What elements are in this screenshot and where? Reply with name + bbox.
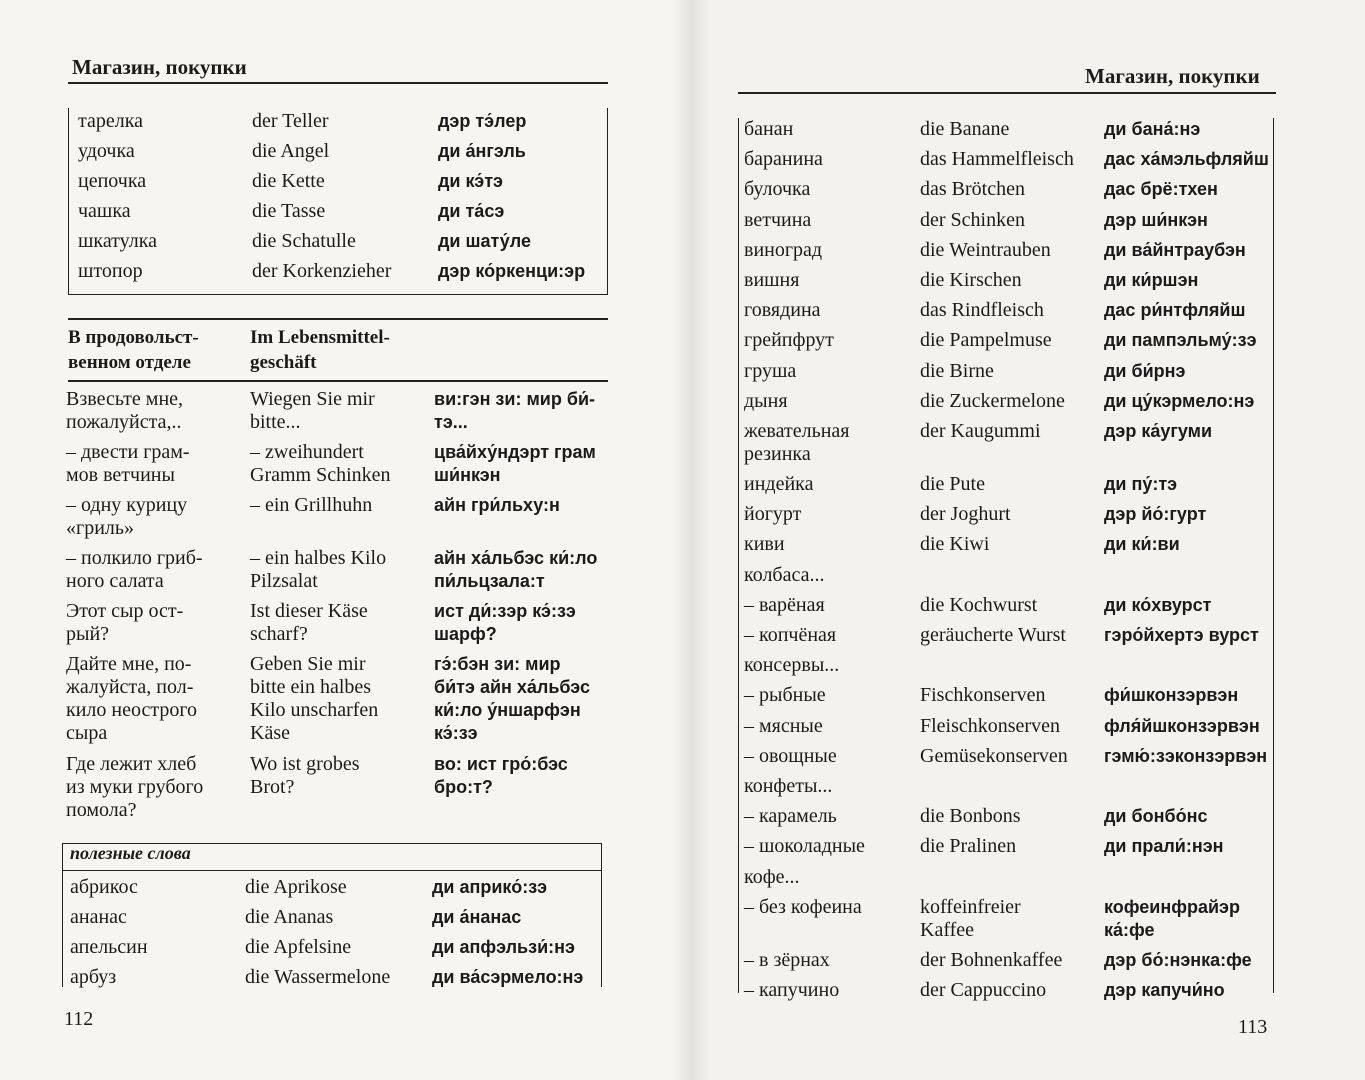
transcription bbox=[1104, 624, 1259, 647]
russian-word bbox=[744, 390, 788, 413]
transcription-line: дас ри́нтфляйш bbox=[1104, 300, 1246, 321]
phrase-transcription-line: айн гри́льху:н bbox=[434, 495, 560, 515]
transcription-line: ди би́рнэ bbox=[1104, 360, 1186, 381]
german-word bbox=[920, 360, 994, 383]
russian-word-line: киви bbox=[744, 533, 785, 556]
transcription-line: ди пу́:тэ bbox=[1104, 474, 1178, 494]
russian-word-line: груша bbox=[744, 359, 797, 382]
left-page-header: Магазин, покупки bbox=[72, 55, 247, 79]
russian-phrase-line: – полкило гриб- bbox=[66, 547, 203, 569]
german-phrase bbox=[250, 653, 378, 745]
phrase-transcription bbox=[434, 547, 597, 593]
phrase-transcription-line: бро:т? bbox=[434, 777, 493, 797]
section-title-de-line: geschäft bbox=[250, 352, 317, 373]
german-word-line: die Kiwi bbox=[920, 533, 990, 556]
german-word-line: die Zuckermelone bbox=[920, 389, 1065, 412]
russian-word bbox=[744, 269, 799, 292]
german-word: die Kette bbox=[252, 170, 325, 192]
right-page-header: Магазин, покупки bbox=[1085, 64, 1260, 88]
russian-word-line: – рыбные bbox=[744, 684, 826, 707]
phrase-transcription-line: во: ист гро́:бэс bbox=[434, 754, 568, 774]
russian-word: удочка bbox=[78, 140, 135, 162]
german-phrase bbox=[250, 441, 391, 487]
transcription-line: ди ва́йнтраубэн bbox=[1104, 239, 1246, 260]
russian-word-line: говядина bbox=[744, 299, 821, 322]
russian-word bbox=[744, 148, 823, 171]
russian-word bbox=[744, 835, 865, 858]
transcription bbox=[1104, 420, 1212, 443]
transcription bbox=[1104, 533, 1180, 556]
russian-word-line: ветчина bbox=[744, 208, 812, 231]
section-title-ru-line: венном отделе bbox=[68, 352, 191, 373]
russian-word bbox=[744, 866, 800, 889]
russian-word bbox=[744, 239, 822, 262]
phrase-transcription-line: кэ́:зэ bbox=[434, 723, 478, 743]
german-word-line: der Joghurt bbox=[920, 503, 1011, 526]
russian-word-line: – копчёная bbox=[744, 624, 837, 646]
german-word bbox=[920, 624, 1066, 647]
phrase-transcription-line: ви:гэн зи: мир би́- bbox=[434, 389, 595, 409]
german-word bbox=[920, 896, 1021, 942]
german-phrase-line: Ist dieser Käse bbox=[250, 600, 368, 622]
german-word-line: die Bonbons bbox=[920, 805, 1021, 828]
russian-word bbox=[744, 360, 796, 383]
russian-phrase-line: жалуйста, пол- bbox=[66, 676, 194, 698]
german-word bbox=[920, 835, 1016, 858]
russian-word: штопор bbox=[78, 260, 143, 282]
russian-phrase-line: мов ветчины bbox=[66, 464, 175, 486]
phrase-transcription bbox=[434, 600, 576, 646]
transcription: ди кэ́тэ bbox=[438, 171, 503, 191]
left-page-number: 112 bbox=[64, 1008, 94, 1030]
transcription bbox=[1104, 360, 1185, 383]
russian-word bbox=[744, 178, 810, 201]
russian-phrase-line: сыра bbox=[66, 722, 108, 744]
russian-word-line: – варёная bbox=[744, 593, 825, 616]
transcription bbox=[1104, 390, 1254, 413]
russian-phrase bbox=[66, 441, 190, 487]
russian-phrase-line: Этот сыр ост- bbox=[66, 600, 184, 622]
german-word: die Aprikose bbox=[245, 876, 347, 898]
russian-phrase-line: Дайте мне, по- bbox=[66, 653, 192, 675]
russian-word-line: конфеты... bbox=[744, 775, 833, 797]
transcription bbox=[1104, 473, 1177, 496]
russian-word bbox=[744, 420, 849, 466]
russian-phrase-line: Взвесьте мне, bbox=[66, 388, 184, 410]
transcription-line: дас ха́мэльфляйш bbox=[1104, 149, 1269, 170]
german-word-line: Gemüsekonserven bbox=[920, 744, 1068, 767]
german-word bbox=[920, 594, 1037, 617]
right-header-rule bbox=[738, 92, 1276, 94]
german-word bbox=[920, 178, 1025, 201]
russian-word-line: индейка bbox=[744, 473, 814, 495]
german-phrase bbox=[250, 753, 360, 799]
transcription-line: гэро́йхертэ вурст bbox=[1104, 625, 1259, 645]
russian-word bbox=[744, 329, 834, 352]
russian-phrase bbox=[66, 494, 187, 540]
german-word bbox=[920, 949, 1062, 972]
german-word bbox=[920, 684, 1046, 707]
transcription-line: дэр бо́:нэнка:фе bbox=[1104, 949, 1252, 970]
german-word-line: der Schinken bbox=[920, 208, 1025, 231]
transcription: ди а́нгэль bbox=[438, 141, 526, 161]
section-title-ru bbox=[68, 325, 199, 375]
russian-word: абрикос bbox=[70, 876, 138, 898]
transcription bbox=[1104, 148, 1269, 171]
phrase-transcription-line: ки́:ло у́ншарфэн bbox=[434, 700, 581, 720]
german-word bbox=[920, 420, 1041, 443]
russian-phrase-line: пожалуйста,.. bbox=[66, 411, 182, 433]
transcription: ди шату́ле bbox=[438, 231, 531, 251]
transcription bbox=[1104, 269, 1198, 292]
right-page-number: 113 bbox=[1238, 1016, 1268, 1038]
transcription-line: ди цу́кэрмело:нэ bbox=[1104, 390, 1255, 411]
russian-word-line: – шоколадные bbox=[744, 835, 865, 858]
german-word bbox=[920, 979, 1046, 1002]
russian-word-line: – овощные bbox=[744, 744, 837, 767]
transcription-line: ди бана́:нэ bbox=[1104, 119, 1201, 139]
russian-word-line: баранина bbox=[744, 148, 823, 171]
section-title-ru-line: В продовольст- bbox=[68, 327, 199, 348]
german-word bbox=[920, 473, 985, 496]
transcription: дэр ко́ркенци:эр bbox=[438, 261, 586, 281]
russian-word bbox=[744, 118, 793, 141]
phrase-transcription bbox=[434, 753, 568, 799]
german-phrase bbox=[250, 547, 386, 593]
phrase-transcription-line: ист ди́:зэр кэ́:зэ bbox=[434, 601, 576, 621]
german-word bbox=[920, 239, 1051, 262]
transcription-line: фля́йшконзэрвэн bbox=[1104, 715, 1260, 736]
russian-word-line: колбаса... bbox=[744, 563, 825, 586]
transcription-line: дас брё:тхен bbox=[1104, 179, 1218, 200]
russian-word bbox=[744, 564, 824, 587]
russian-word-line: кофе... bbox=[744, 865, 800, 888]
russian-word bbox=[744, 594, 825, 617]
russian-phrase bbox=[66, 388, 183, 434]
german-word: der Korkenzieher bbox=[252, 260, 392, 282]
transcription bbox=[1104, 949, 1252, 972]
german-word: die Angel bbox=[252, 140, 330, 162]
russian-word: ананас bbox=[70, 906, 127, 928]
phrase-transcription-line: айн ха́льбэс ки́:ло bbox=[434, 548, 598, 568]
transcription bbox=[1104, 239, 1246, 262]
section-rule-bottom bbox=[68, 380, 608, 382]
german-phrase bbox=[250, 388, 375, 434]
russian-phrase bbox=[66, 753, 203, 822]
russian-word bbox=[744, 209, 811, 232]
german-word bbox=[920, 329, 1052, 352]
german-phrase-line: bitte ein halbes bbox=[250, 676, 372, 698]
phrase-transcription-line: гэ́:бэн зи: мир bbox=[434, 654, 561, 674]
german-phrase-line: bitte... bbox=[250, 411, 301, 433]
russian-word-line: жевательная bbox=[744, 420, 850, 442]
transcription bbox=[1104, 209, 1208, 232]
russian-word: цепочка bbox=[78, 170, 147, 192]
german-phrase-line: Wo ist grobes bbox=[250, 753, 360, 775]
russian-word bbox=[744, 473, 813, 496]
german-phrase bbox=[250, 600, 368, 646]
german-word-line: das Brötchen bbox=[920, 178, 1025, 201]
german-word bbox=[920, 503, 1011, 526]
book-gutter bbox=[672, 0, 712, 1080]
transcription-line: ди пампэльму́:зэ bbox=[1104, 330, 1257, 351]
german-word bbox=[920, 533, 989, 556]
russian-phrase-line: «гриль» bbox=[66, 517, 135, 539]
german-phrase-line: Kilo unscharfen bbox=[250, 699, 379, 721]
transcription-line: ди бонбо́нс bbox=[1104, 806, 1208, 827]
german-word-line: die Pralinen bbox=[920, 835, 1017, 858]
phrase-transcription bbox=[434, 653, 590, 745]
german-word: die Apfelsine bbox=[245, 936, 352, 958]
german-word: die Tasse bbox=[252, 200, 326, 222]
phrase-transcription-line: пи́льцзала:т bbox=[434, 571, 545, 591]
russian-word-line: – карамель bbox=[744, 805, 837, 828]
transcription-line: фи́шконзэрвэн bbox=[1104, 685, 1239, 706]
section-rule-top bbox=[68, 318, 608, 320]
transcription bbox=[1104, 329, 1257, 352]
russian-phrase-line: – двести грам- bbox=[66, 441, 190, 463]
section-title-de-line: Im Lebensmittel- bbox=[250, 327, 390, 348]
german-phrase-line: Brot? bbox=[250, 776, 295, 798]
russian-word-line: вишня bbox=[744, 269, 800, 291]
russian-phrase-line: помола? bbox=[66, 799, 137, 821]
russian-word-line: – без кофеина bbox=[744, 895, 862, 918]
german-word-line: der Cappuccino bbox=[920, 979, 1047, 1001]
russian-word-line: – мясные bbox=[744, 714, 823, 737]
russian-word bbox=[744, 503, 801, 526]
german-word bbox=[920, 390, 1065, 413]
phrase-transcription-line: цва́йху́ндэрт грам bbox=[434, 442, 596, 462]
transcription: ди апфэльзи́:нэ bbox=[432, 937, 575, 957]
transcription bbox=[1104, 896, 1240, 942]
russian-word-line: булочка bbox=[744, 178, 811, 201]
section-title-de bbox=[250, 325, 390, 375]
transcription bbox=[1104, 715, 1260, 738]
german-word bbox=[920, 269, 1022, 292]
transcription: дэр тэ́лер bbox=[438, 111, 527, 131]
useful-words-title: полезные слова bbox=[70, 843, 191, 863]
german-phrase-line: Käse bbox=[250, 722, 290, 744]
transcription-line: дэр ка́угуми bbox=[1104, 421, 1213, 441]
transcription: ди ва́сэрмело:нэ bbox=[432, 967, 584, 987]
russian-phrase-line: Где лежит хлеб bbox=[66, 753, 197, 775]
transcription bbox=[1104, 178, 1218, 201]
russian-word-line: консервы... bbox=[744, 654, 840, 677]
german-phrase-line: – zweihundert bbox=[250, 441, 364, 463]
russian-word bbox=[744, 775, 832, 798]
transcription-line: ка́:фе bbox=[1104, 919, 1155, 940]
russian-word bbox=[744, 715, 823, 738]
german-word-line: die Banane bbox=[920, 118, 1010, 140]
german-word: der Teller bbox=[252, 110, 329, 132]
phrase-transcription-line: би́тэ айн ха́льбэс bbox=[434, 677, 591, 697]
russian-word-line: резинка bbox=[744, 443, 811, 465]
russian-word bbox=[744, 654, 839, 677]
transcription bbox=[1104, 684, 1238, 707]
transcription bbox=[1104, 299, 1246, 322]
russian-phrase bbox=[66, 653, 197, 745]
russian-word: тарелка bbox=[78, 110, 144, 132]
russian-word bbox=[744, 949, 830, 972]
phrase-transcription-line: тэ... bbox=[434, 412, 468, 432]
german-phrase-line: Pilzsalat bbox=[250, 570, 318, 592]
russian-word bbox=[744, 533, 785, 556]
russian-word bbox=[744, 979, 839, 1002]
german-word bbox=[920, 148, 1074, 171]
german-word-line: koffeinfreier bbox=[920, 895, 1021, 918]
german-word-line: die Pampelmuse bbox=[920, 329, 1052, 352]
german-phrase-line: scharf? bbox=[250, 623, 308, 645]
phrase-transcription bbox=[434, 388, 595, 434]
russian-word-line: грейпфрут bbox=[744, 329, 834, 352]
german-phrase-line: Wiegen Sie mir bbox=[250, 388, 375, 410]
german-phrase-line: – ein halbes Kilo bbox=[250, 547, 387, 569]
russian-word bbox=[744, 745, 837, 768]
transcription-line: дэр йо́:гурт bbox=[1104, 504, 1207, 525]
russian-word bbox=[744, 896, 862, 919]
russian-phrase-line: ного салата bbox=[66, 570, 164, 592]
russian-word bbox=[744, 684, 826, 707]
russian-word bbox=[744, 805, 837, 828]
phrase-transcription-line: шарф? bbox=[434, 624, 497, 644]
german-word-line: der Kaugummi bbox=[920, 420, 1041, 442]
transcription-line: ди ки́:ви bbox=[1104, 534, 1180, 555]
german-word: die Ananas bbox=[245, 906, 334, 928]
russian-word-line: йогурт bbox=[744, 503, 802, 526]
german-word-line: die Kochwurst bbox=[920, 593, 1038, 616]
transcription bbox=[1104, 979, 1225, 1002]
german-word-line: das Hammelfleisch bbox=[920, 148, 1074, 171]
german-word-line: Fischkonserven bbox=[920, 684, 1046, 707]
russian-phrase-line: – одну курицу bbox=[66, 494, 188, 516]
transcription bbox=[1104, 118, 1200, 141]
phrase-transcription-line: ши́нкэн bbox=[434, 465, 501, 485]
russian-phrase-line: рый? bbox=[66, 623, 110, 645]
russian-word bbox=[744, 299, 821, 322]
german-word bbox=[920, 745, 1068, 768]
german-word-line: die Birne bbox=[920, 359, 994, 382]
transcription bbox=[1104, 835, 1224, 858]
german-word-line: die Pute bbox=[920, 473, 985, 495]
transcription: ди априко́:зэ bbox=[432, 877, 548, 897]
transcription bbox=[1104, 745, 1267, 768]
russian-word-line: – в зёрнах bbox=[744, 948, 830, 971]
german-word bbox=[920, 118, 1009, 141]
german-word: die Schatulle bbox=[252, 230, 356, 252]
russian-word bbox=[744, 624, 836, 647]
german-word: die Wassermelone bbox=[245, 966, 391, 988]
transcription-line: ди ки́ршэн bbox=[1104, 270, 1199, 290]
german-word-line: die Weintrauben bbox=[920, 238, 1051, 261]
russian-word-line: виноград bbox=[744, 238, 823, 261]
transcription-line: ди прали́:нэн bbox=[1104, 836, 1224, 857]
transcription bbox=[1104, 503, 1206, 526]
german-word bbox=[920, 299, 1044, 322]
german-word-line: der Bohnenkaffee bbox=[920, 948, 1063, 971]
russian-word-line: – капучино bbox=[744, 979, 840, 1001]
transcription bbox=[1104, 805, 1207, 828]
transcription bbox=[1104, 594, 1211, 617]
russian-word: арбуз bbox=[70, 966, 117, 988]
german-word-line: das Rindfleisch bbox=[920, 299, 1044, 322]
transcription-line: дэр ши́нкэн bbox=[1104, 209, 1208, 230]
german-word bbox=[920, 715, 1060, 738]
left-header-rule bbox=[68, 82, 608, 84]
russian-phrase bbox=[66, 547, 203, 593]
russian-word: апельсин bbox=[70, 936, 148, 958]
transcription: ди та́сэ bbox=[438, 201, 505, 221]
phrase-transcription bbox=[434, 441, 596, 487]
russian-phrase bbox=[66, 600, 183, 646]
german-word bbox=[920, 805, 1021, 828]
german-phrase-line: – ein Grillhuhn bbox=[250, 494, 373, 516]
german-word-line: Fleischkonserven bbox=[920, 714, 1060, 737]
german-word-line: Kaffee bbox=[920, 918, 975, 941]
russian-word-line: дыня bbox=[744, 389, 788, 412]
german-phrase-line: Gramm Schinken bbox=[250, 464, 391, 486]
transcription-line: гэмю́:зэконзэрвэн bbox=[1104, 745, 1268, 766]
russian-phrase-line: из муки грубого bbox=[66, 776, 204, 798]
russian-word: шкатулка bbox=[78, 230, 158, 252]
transcription-line: ди ко́хвурст bbox=[1104, 594, 1212, 615]
german-word-line: die Kirschen bbox=[920, 269, 1022, 291]
german-word bbox=[920, 209, 1025, 232]
phrase-transcription bbox=[434, 494, 560, 517]
russian-word: чашка bbox=[78, 200, 131, 222]
german-word-line: geräucherte Wurst bbox=[920, 624, 1066, 646]
german-phrase bbox=[250, 494, 372, 517]
german-phrase-line: Geben Sie mir bbox=[250, 653, 366, 675]
russian-phrase-line: кило неострого bbox=[66, 699, 198, 721]
transcription-line: кофеинфрайэр bbox=[1104, 896, 1240, 917]
transcription-line: дэр капучи́но bbox=[1104, 980, 1225, 1000]
russian-word-line: банан bbox=[744, 118, 794, 140]
transcription: ди а́нанас bbox=[432, 907, 522, 927]
